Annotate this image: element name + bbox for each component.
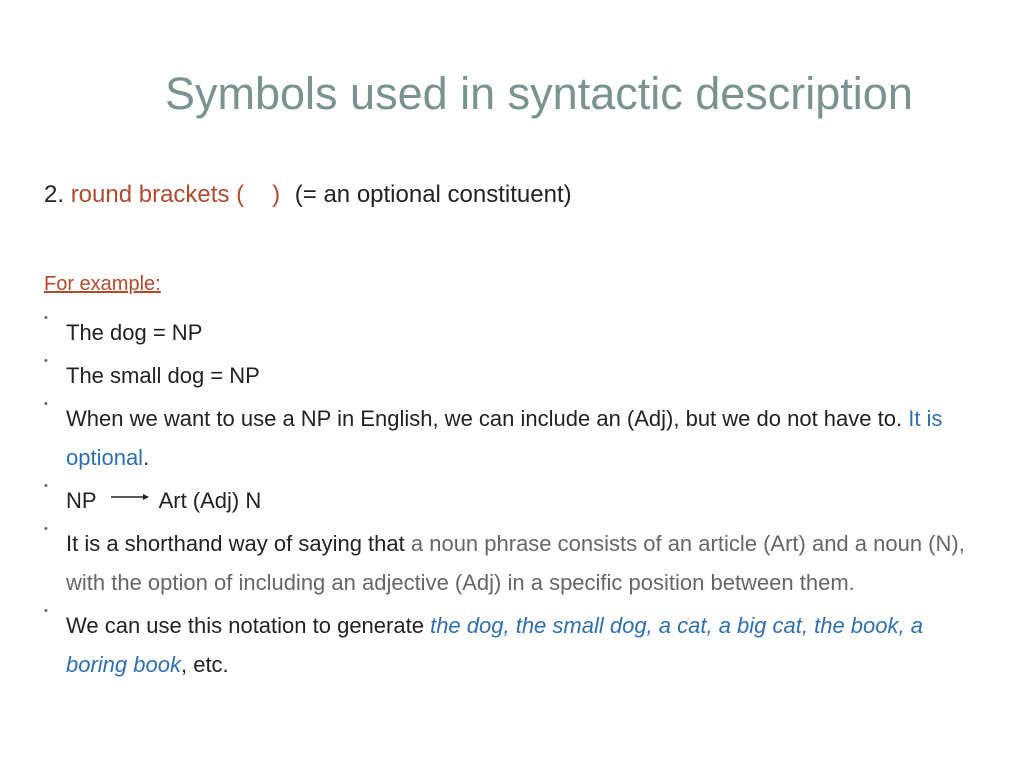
generated-examples: the dog, the small dog, a cat, a big cat, the book, a boring book (66, 613, 923, 677)
bullet-explanation: a noun phrase consists of an article (Art) and a noun (N), with the option of including an adjective (Adj) in a specific position between them. (66, 531, 965, 595)
bullet-text: When we want to use a NP in English, we can include an (Adj), but we do not have to. (66, 406, 903, 431)
bullet-icon: • (44, 312, 48, 324)
bullet-list (44, 313, 984, 688)
heading-note: (= an optional constituent) (294, 181, 572, 208)
list-item (44, 524, 984, 602)
list-item (44, 606, 984, 684)
list-item (44, 313, 984, 352)
bullet-end: . (143, 445, 150, 470)
rule-left: NP (66, 488, 97, 513)
bullet-text: We can use this notation to generate (66, 613, 424, 638)
rule-right: Art (Adj) N (158, 488, 262, 513)
bullet-icon: • (44, 605, 48, 617)
section-heading (44, 181, 572, 209)
bullet-icon: • (44, 480, 48, 492)
heading-label: round brackets ( (70, 181, 245, 208)
bullet-icon: • (44, 398, 48, 410)
list-item (44, 399, 984, 477)
right-arrow-icon (111, 492, 149, 502)
bullet-text: The small dog = NP (66, 363, 260, 388)
list-item (44, 356, 984, 395)
bullet-icon: • (44, 523, 48, 535)
slide-title: Symbols used in syntactic description (165, 68, 913, 119)
bullet-text: It is a shorthand way of saying that (66, 531, 405, 556)
bullet-icon: • (44, 355, 48, 367)
bullet-end: , etc. (180, 652, 229, 677)
heading-close-bracket: ) (272, 181, 281, 208)
bullet-text: The dog = NP (66, 320, 203, 345)
heading-number: 2. (44, 181, 65, 208)
optional-highlight: It is optional (66, 406, 943, 470)
example-label: For example: (44, 273, 161, 295)
list-item (44, 481, 984, 520)
